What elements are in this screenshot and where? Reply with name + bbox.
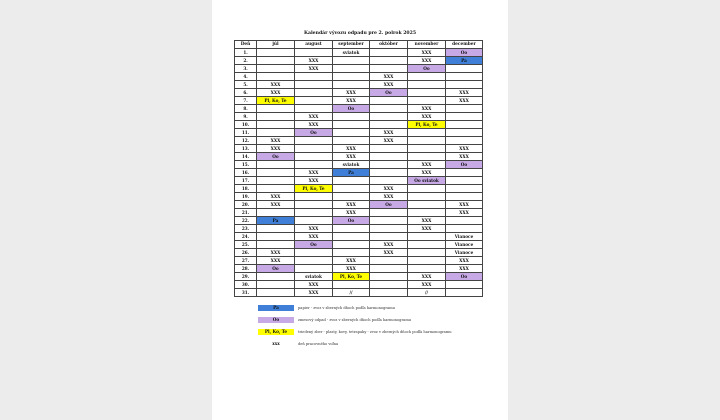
legend-code: Oo <box>258 317 294 323</box>
table-row <box>235 193 483 201</box>
day-cell: 18. <box>235 185 257 193</box>
schedule-cell: XXX <box>408 273 446 281</box>
day-cell: 17. <box>235 177 257 185</box>
header-month: august <box>295 41 333 49</box>
schedule-cell: XXX <box>257 249 295 257</box>
day-cell: 22. <box>235 217 257 225</box>
schedule-cell <box>446 73 483 81</box>
schedule-cell: // <box>333 289 370 297</box>
schedule-cell <box>446 129 483 137</box>
schedule-cell: Oo <box>257 153 295 161</box>
schedule-cell: XXX <box>333 265 370 273</box>
day-cell: 26. <box>235 249 257 257</box>
table-row <box>235 273 483 281</box>
schedule-cell: XXX <box>370 137 408 145</box>
schedule-cell: XXX <box>257 81 295 89</box>
schedule-cell <box>408 73 446 81</box>
schedule-cell: XXX <box>446 265 483 273</box>
day-cell: 23. <box>235 225 257 233</box>
schedule-cell: XXX <box>446 257 483 265</box>
table-row <box>235 49 483 57</box>
schedule-cell: // <box>408 289 446 297</box>
schedule-cell <box>370 289 408 297</box>
schedule-cell <box>257 209 295 217</box>
schedule-cell: XXX <box>257 201 295 209</box>
schedule-cell <box>370 257 408 265</box>
schedule-cell <box>333 129 370 137</box>
schedule-cell: sviatok <box>333 161 370 169</box>
day-cell: 15. <box>235 161 257 169</box>
schedule-cell <box>446 225 483 233</box>
schedule-cell <box>408 89 446 97</box>
day-cell: 6. <box>235 89 257 97</box>
schedule-cell <box>370 217 408 225</box>
schedule-cell: Oo <box>333 217 370 225</box>
table-row <box>235 113 483 121</box>
schedule-cell <box>446 177 483 185</box>
schedule-cell <box>408 185 446 193</box>
schedule-cell <box>408 145 446 153</box>
table-row <box>235 97 483 105</box>
schedule-cell: XXX <box>370 81 408 89</box>
schedule-cell <box>295 249 333 257</box>
schedule-cell: XXX <box>295 233 333 241</box>
schedule-cell: Pl, Ko, Te <box>257 97 295 105</box>
table-row <box>235 177 483 185</box>
schedule-cell: Oo <box>370 89 408 97</box>
day-cell: 11. <box>235 129 257 137</box>
day-cell: 21. <box>235 209 257 217</box>
schedule-cell <box>333 137 370 145</box>
schedule-cell <box>446 281 483 289</box>
schedule-cell <box>257 57 295 65</box>
schedule-cell <box>295 201 333 209</box>
schedule-cell <box>370 177 408 185</box>
schedule-cell: XXX <box>370 241 408 249</box>
schedule-cell <box>295 105 333 113</box>
schedule-cell <box>295 97 333 105</box>
schedule-cell: XXX <box>295 65 333 73</box>
header-month: november <box>408 41 446 49</box>
schedule-cell <box>295 137 333 145</box>
schedule-cell <box>257 225 295 233</box>
day-cell: 29. <box>235 273 257 281</box>
table-row <box>235 73 483 81</box>
schedule-cell: XXX <box>446 145 483 153</box>
schedule-cell <box>333 241 370 249</box>
schedule-cell: Pa <box>446 57 483 65</box>
day-cell: 4. <box>235 73 257 81</box>
header-day: Deň <box>235 41 257 49</box>
schedule-cell: XXX <box>333 145 370 153</box>
legend-text: zmesový odpad - zvoz v zberných dňoch podľa harmonogramu <box>298 318 412 322</box>
schedule-cell <box>295 81 333 89</box>
table-row <box>235 209 483 217</box>
schedule-cell: Pl, Ko, Te <box>333 273 370 281</box>
table-row <box>235 233 483 241</box>
schedule-cell: XXX <box>333 97 370 105</box>
day-cell: 14. <box>235 153 257 161</box>
schedule-cell <box>257 121 295 129</box>
table-row <box>235 81 483 89</box>
schedule-cell <box>257 129 295 137</box>
schedule-cell: Oo <box>446 273 483 281</box>
legend-code: xxx <box>272 341 280 346</box>
legend-text: papier - zvoz v zberných dňoch podľa harmonogramu <box>298 306 395 310</box>
day-cell: 5. <box>235 81 257 89</box>
schedule-cell <box>446 193 483 201</box>
day-cell: 1. <box>235 49 257 57</box>
schedule-cell <box>257 169 295 177</box>
schedule-cell <box>446 169 483 177</box>
schedule-cell: XXX <box>295 169 333 177</box>
table-row <box>235 137 483 145</box>
schedule-cell <box>257 241 295 249</box>
table-row <box>235 249 483 257</box>
day-cell: 28. <box>235 265 257 273</box>
table-row <box>235 121 483 129</box>
schedule-cell <box>446 121 483 129</box>
schedule-cell: XXX <box>408 225 446 233</box>
schedule-cell <box>333 57 370 65</box>
day-cell: 13. <box>235 145 257 153</box>
header-month: júl <box>257 41 295 49</box>
schedule-cell <box>295 265 333 273</box>
schedule-cell <box>333 177 370 185</box>
table-row <box>235 289 483 297</box>
schedule-cell <box>257 73 295 81</box>
schedule-cell: Oo <box>295 129 333 137</box>
schedule-cell <box>446 113 483 121</box>
schedule-cell <box>370 153 408 161</box>
schedule-cell: XXX <box>446 209 483 217</box>
schedule-cell: XXX <box>257 193 295 201</box>
schedule-cell <box>333 113 370 121</box>
schedule-cell <box>295 161 333 169</box>
day-cell: 20. <box>235 201 257 209</box>
schedule-cell <box>295 153 333 161</box>
waste-calendar-table <box>234 40 483 297</box>
schedule-cell <box>408 241 446 249</box>
schedule-cell <box>257 113 295 121</box>
schedule-cell <box>295 73 333 81</box>
schedule-cell <box>333 233 370 241</box>
schedule-cell: Oo <box>295 241 333 249</box>
day-cell: 27. <box>235 257 257 265</box>
day-cell: 19. <box>235 193 257 201</box>
schedule-cell <box>408 209 446 217</box>
schedule-cell <box>408 153 446 161</box>
day-cell: 8. <box>235 105 257 113</box>
legend-text: deň pracovného voľna <box>298 342 339 346</box>
schedule-cell <box>446 217 483 225</box>
schedule-cell <box>333 193 370 201</box>
schedule-cell <box>446 65 483 73</box>
schedule-cell: XXX <box>333 257 370 265</box>
schedule-cell: XXX <box>370 193 408 201</box>
day-cell: 12. <box>235 137 257 145</box>
schedule-cell <box>370 49 408 57</box>
schedule-cell <box>446 105 483 113</box>
schedule-cell <box>446 289 483 297</box>
schedule-cell <box>446 137 483 145</box>
table-row <box>235 169 483 177</box>
legend-text: triedený zber - plasty, kovy, tetrapaky - zvoz v zberných dňoch podľa harmonogramu <box>298 330 452 334</box>
schedule-cell: XXX <box>257 89 295 97</box>
schedule-cell: Pl, Ko, Te <box>408 121 446 129</box>
schedule-cell: Oo <box>257 265 295 273</box>
legend-item <box>258 329 498 341</box>
schedule-cell <box>257 65 295 73</box>
table-row <box>235 105 483 113</box>
schedule-cell <box>370 57 408 65</box>
table-row <box>235 57 483 65</box>
schedule-cell <box>295 49 333 57</box>
schedule-cell <box>295 257 333 265</box>
schedule-cell: Oo <box>408 65 446 73</box>
schedule-cell <box>333 249 370 257</box>
schedule-cell: XXX <box>370 129 408 137</box>
schedule-cell <box>257 105 295 113</box>
schedule-cell <box>370 105 408 113</box>
schedule-cell: XXX <box>446 201 483 209</box>
table-row <box>235 65 483 73</box>
header-month: september <box>333 41 370 49</box>
schedule-cell <box>295 89 333 97</box>
schedule-cell: XXX <box>295 113 333 121</box>
schedule-cell: Pl, Ko, Te <box>295 185 333 193</box>
schedule-cell <box>257 185 295 193</box>
schedule-cell <box>333 225 370 233</box>
day-cell: 30. <box>235 281 257 289</box>
schedule-cell: XXX <box>370 185 408 193</box>
schedule-cell <box>408 249 446 257</box>
day-cell: 3. <box>235 65 257 73</box>
schedule-cell <box>295 145 333 153</box>
schedule-cell: XXX <box>408 57 446 65</box>
schedule-cell: XXX <box>295 177 333 185</box>
schedule-cell: XXX <box>333 201 370 209</box>
schedule-cell: Vianoce <box>446 241 483 249</box>
table-row <box>235 265 483 273</box>
schedule-cell: Oo <box>446 161 483 169</box>
schedule-cell <box>370 97 408 105</box>
schedule-cell <box>257 161 295 169</box>
schedule-cell: Vianoce <box>446 249 483 257</box>
schedule-cell <box>257 233 295 241</box>
page-title: Kalendár vývozu odpadu pre 2. polrok 2025 <box>303 31 417 36</box>
schedule-cell <box>408 265 446 273</box>
schedule-cell <box>446 185 483 193</box>
legend-item <box>258 341 498 353</box>
schedule-cell: XXX <box>408 49 446 57</box>
schedule-cell <box>295 217 333 225</box>
schedule-cell: XXX <box>408 113 446 121</box>
schedule-cell: XXX <box>408 161 446 169</box>
table-row <box>235 129 483 137</box>
schedule-cell <box>370 113 408 121</box>
day-cell: 31. <box>235 289 257 297</box>
schedule-cell <box>257 273 295 281</box>
schedule-cell: XXX <box>446 89 483 97</box>
table-row <box>235 281 483 289</box>
schedule-cell <box>446 81 483 89</box>
schedule-cell <box>408 129 446 137</box>
schedule-cell <box>333 281 370 289</box>
schedule-cell: Oo <box>333 105 370 113</box>
schedule-cell: XXX <box>370 249 408 257</box>
day-cell: 7. <box>235 97 257 105</box>
schedule-cell: XXX <box>295 289 333 297</box>
table-row <box>235 145 483 153</box>
schedule-cell: sviatok <box>295 273 333 281</box>
schedule-cell: Vianoce <box>446 233 483 241</box>
schedule-cell: XXX <box>408 169 446 177</box>
schedule-cell <box>408 201 446 209</box>
schedule-cell <box>408 257 446 265</box>
schedule-cell <box>333 81 370 89</box>
document-page <box>212 0 508 420</box>
table-row <box>235 217 483 225</box>
schedule-cell <box>295 193 333 201</box>
schedule-cell: Pa <box>333 169 370 177</box>
schedule-cell <box>295 209 333 217</box>
schedule-cell: XXX <box>257 137 295 145</box>
schedule-cell: Oo sviatok <box>408 177 446 185</box>
schedule-cell <box>408 137 446 145</box>
schedule-cell <box>370 121 408 129</box>
schedule-cell <box>370 281 408 289</box>
schedule-cell <box>408 81 446 89</box>
table-row <box>235 89 483 97</box>
schedule-cell: XXX <box>333 209 370 217</box>
schedule-cell <box>333 73 370 81</box>
legend-code: Pa <box>258 305 294 311</box>
schedule-cell <box>370 225 408 233</box>
schedule-cell: XXX <box>408 217 446 225</box>
schedule-cell <box>370 209 408 217</box>
schedule-cell <box>257 281 295 289</box>
table-row <box>235 201 483 209</box>
schedule-cell: Pa <box>257 217 295 225</box>
day-cell: 25. <box>235 241 257 249</box>
table-row <box>235 241 483 249</box>
day-cell: 10. <box>235 121 257 129</box>
schedule-cell: XXX <box>295 225 333 233</box>
table-row <box>235 257 483 265</box>
schedule-cell <box>257 177 295 185</box>
schedule-cell: XXX <box>295 281 333 289</box>
schedule-cell: XXX <box>333 153 370 161</box>
table-row <box>235 161 483 169</box>
legend-item <box>258 317 498 329</box>
schedule-cell: XXX <box>408 281 446 289</box>
legend <box>258 305 498 353</box>
schedule-cell <box>333 121 370 129</box>
schedule-cell: Oo <box>370 201 408 209</box>
header-month: október <box>370 41 408 49</box>
schedule-cell: XXX <box>333 89 370 97</box>
schedule-cell <box>370 145 408 153</box>
table-row <box>235 225 483 233</box>
schedule-cell <box>408 193 446 201</box>
schedule-cell <box>408 97 446 105</box>
header-month: december <box>446 41 483 49</box>
schedule-cell: XXX <box>446 97 483 105</box>
schedule-cell: XXX <box>257 145 295 153</box>
table-row <box>235 153 483 161</box>
schedule-cell <box>257 289 295 297</box>
legend-item <box>258 305 498 317</box>
schedule-cell: sviatok <box>333 49 370 57</box>
schedule-cell <box>257 49 295 57</box>
schedule-cell <box>333 185 370 193</box>
day-cell: 24. <box>235 233 257 241</box>
schedule-cell: XXX <box>446 153 483 161</box>
schedule-cell: Oo <box>446 49 483 57</box>
schedule-cell <box>370 161 408 169</box>
legend-code: Pl, Ko, Te <box>258 329 294 335</box>
schedule-cell: XXX <box>295 57 333 65</box>
schedule-cell <box>370 169 408 177</box>
schedule-cell: XXX <box>408 105 446 113</box>
schedule-cell: XXX <box>370 73 408 81</box>
schedule-cell <box>408 233 446 241</box>
schedule-cell: XXX <box>295 121 333 129</box>
schedule-cell <box>370 273 408 281</box>
schedule-cell <box>370 265 408 273</box>
day-cell: 9. <box>235 113 257 121</box>
day-cell: 16. <box>235 169 257 177</box>
schedule-cell <box>370 65 408 73</box>
day-cell: 2. <box>235 57 257 65</box>
schedule-cell <box>333 65 370 73</box>
table-row <box>235 185 483 193</box>
table-header-row <box>235 41 483 49</box>
schedule-cell: XXX <box>257 257 295 265</box>
schedule-cell <box>370 233 408 241</box>
